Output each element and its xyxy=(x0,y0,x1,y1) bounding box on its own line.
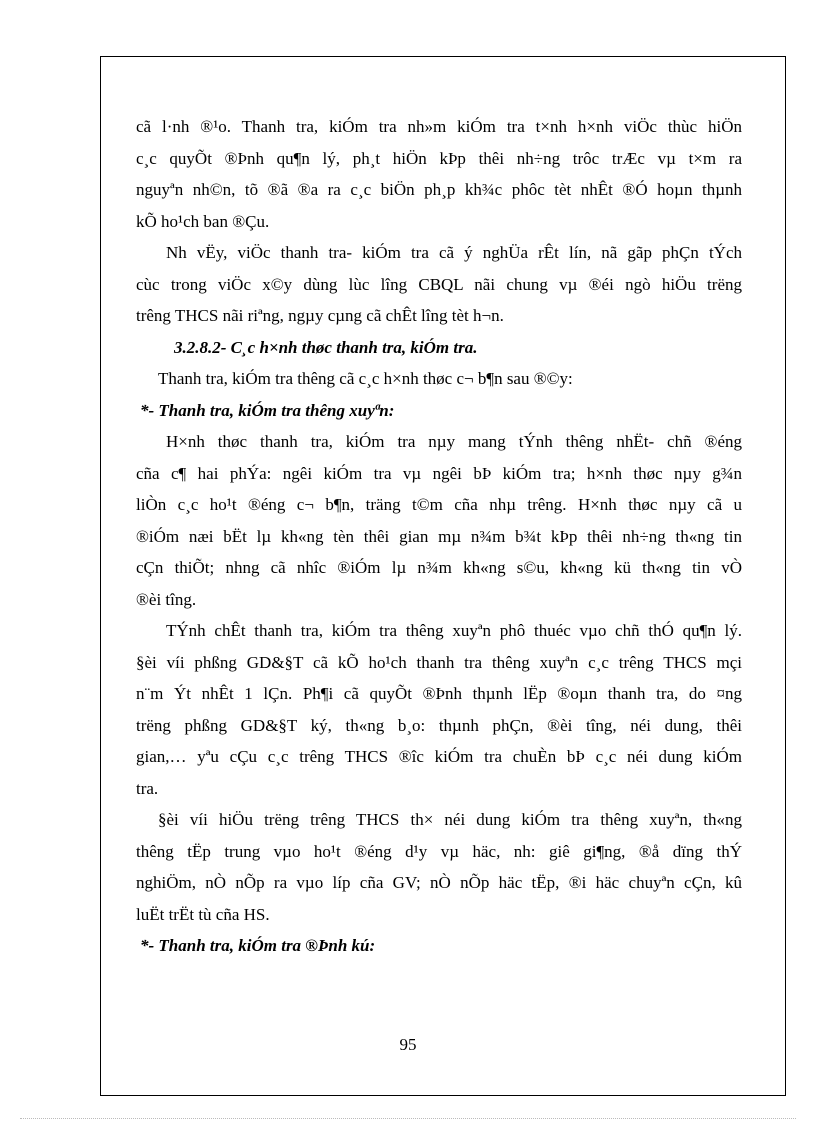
subsection-heading: *- Thanh tra, kiÓm tra ®Þnh kú: xyxy=(140,936,376,955)
text-line: nghiÖm, nÒ nÕp ra vµo líp cña GV; nÒ nÕp häc tËp, ®i häc chuyªn cÇn, kû xyxy=(136,873,742,892)
text-line: thêng tËp trung vµo ho¹t ®éng d¹y vµ häc, nh: giê gi¶ng, ®å dïng thÝ xyxy=(136,841,742,861)
text-line: trëng phßng GD&§T ký, th«ng b¸o: thµnh phÇn, ®èi tîng, néi dung, thêi xyxy=(136,715,742,735)
text-line: Thanh tra, kiÓm tra thêng cã c¸c h×nh thøc c¬ b¶n sau ®©y: xyxy=(158,369,573,388)
text-line: cña c¶ hai phÝa: ngêi kiÓm tra vµ ngêi bÞ kiÓm tra; h×nh thøc nµy g¾n xyxy=(136,463,742,483)
text-line: ®iÓm næi bËt lµ kh«ng tèn thêi gian mµ n¾m b¾t kÞp thêi nh÷ng th«ng tin xyxy=(136,526,742,546)
text-line: nguyªn nh©n, tõ ®ã ®a ra c¸c biÖn ph¸p kh¾c phôc tèt nhÊt ®Ó hoµn thµnh xyxy=(136,180,742,199)
text-line: tra. xyxy=(136,778,159,798)
page-number: 95 xyxy=(399,1035,417,1054)
text-line: gian,… yªu cÇu c¸c trêng THCS ®îc kiÓm tra chuÈn bÞ c¸c néi dung kiÓm xyxy=(136,747,742,766)
text-line: trêng THCS nãi riªng, ngµy cµng cã chÊt lîng tèt h¬n. xyxy=(136,306,504,325)
text-line: n¨m Ýt nhÊt 1 lÇn. Ph¶i cã quyÕt ®Þnh thµnh lËp ®oµn thanh tra, do ¤ng xyxy=(136,684,742,703)
text-line: cã l·nh ®¹o. Thanh tra, kiÓm tra nh»m kiÓm tra t×nh h×nh viÖc thùc hiÖn xyxy=(136,117,742,136)
text-line: kÕ ho¹ch ban ®Çu. xyxy=(136,211,270,231)
text-line: cùc trong viÖc x©y dùng lùc lîng CBQL nãi chung vµ ®éi ngò hiÖu trëng xyxy=(136,274,742,294)
text-line: liÒn c¸c ho¹t ®éng c¬ b¶n, träng t©m cña nhµ trêng. H×nh thøc nµy cã u xyxy=(136,495,742,514)
subsection-heading: *- Thanh tra, kiÓm tra thêng xuyªn: xyxy=(140,400,395,420)
page-break-divider xyxy=(20,1118,796,1119)
text-line: cÇn thiÕt; nhng cã nhîc ®iÓm lµ n¾m kh«ng s©u, kh«ng kü th«ng tin vÒ xyxy=(136,558,742,577)
section-heading: 3.2.8.2- C¸c h×nh thøc thanh tra, kiÓm tra. xyxy=(174,337,478,357)
text-line: Nh vËy, viÖc thanh tra- kiÓm tra cã ý nghÜa rÊt lín, nã gãp phÇn tÝch xyxy=(166,243,742,262)
text-line: luËt trËt tù cña HS. xyxy=(136,904,270,924)
page-content xyxy=(136,111,742,962)
text-line: TÝnh chÊt thanh tra, kiÓm tra thêng xuyªn phô thuéc vµo chñ thÓ qu¶n lý. xyxy=(166,621,742,640)
text-line: ®èi tîng. xyxy=(136,589,197,609)
text-line: c¸c quyÕt ®Þnh qu¶n lý, ph¸t hiÖn kÞp thêi nh÷ng trôc trÆc vµ t×m ra xyxy=(136,148,742,168)
text-line: §èi víi phßng GD&§T cã kÕ ho¹ch thanh tra thêng xuyªn c¸c trêng THCS mçi xyxy=(136,652,742,672)
text-line: H×nh thøc thanh tra, kiÓm tra nµy mang tÝnh thêng nhËt- chñ ®éng xyxy=(166,432,742,451)
text-line: §èi víi hiÖu trëng trêng THCS th× néi dung kiÓm tra thêng xuyªn, th«ng xyxy=(158,810,742,829)
